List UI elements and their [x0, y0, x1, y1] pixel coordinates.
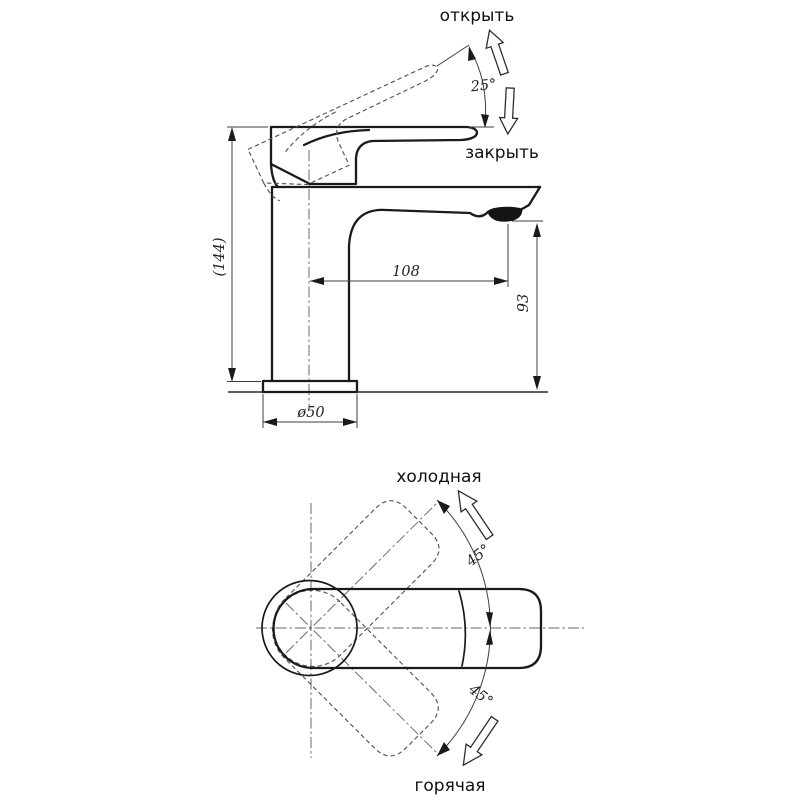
- cold-swing-angle-text: 45°: [463, 541, 494, 571]
- dimension-spout-height-93: [512, 221, 543, 390]
- open-label: открыть: [439, 6, 515, 26]
- side-view-diagram: [212, 6, 548, 428]
- top-view-centerlines: [256, 501, 584, 758]
- cold-label: холодная: [396, 467, 482, 487]
- dimension-reach-108: [310, 224, 508, 287]
- spout-end-edge: [522, 187, 540, 209]
- dimension-height-144: [212, 127, 268, 382]
- cold-direction-arrow-icon: [450, 485, 497, 542]
- top-view-diagram: [256, 467, 584, 796]
- handle-angle-text: 25°: [469, 76, 498, 96]
- hot-direction-arrow-icon: [455, 713, 502, 770]
- close-label: закрыть: [465, 143, 539, 163]
- spout-underside: [349, 210, 488, 381]
- base-diameter-text: ø50: [297, 405, 325, 421]
- dimension-base-diameter-50: [263, 394, 357, 428]
- open-direction-arrow-icon: [481, 27, 513, 76]
- handle-open-dashed: [248, 62, 460, 203]
- close-direction-arrow-icon: [499, 88, 519, 135]
- faucet-body-outline: [263, 187, 540, 392]
- hot-swing-angle-text: 45°: [465, 681, 496, 711]
- handle-closed: [271, 127, 477, 187]
- height-dimension-text: (144): [212, 237, 228, 277]
- dimension-angle-25: [437, 45, 497, 128]
- base-flange: [263, 381, 357, 392]
- spout-height-dimension-text: 93: [516, 293, 532, 313]
- reach-dimension-text: 108: [392, 264, 420, 280]
- aerator: [488, 207, 522, 221]
- hot-label: горячая: [414, 776, 486, 796]
